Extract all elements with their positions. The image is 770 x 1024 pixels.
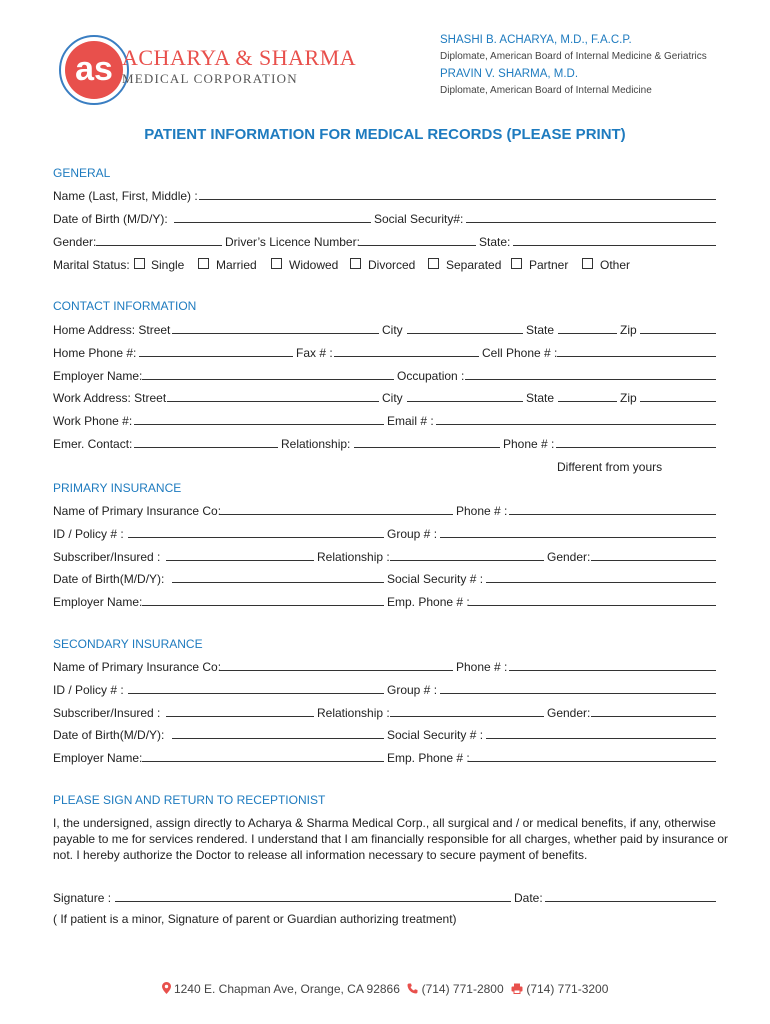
home-state-label: State	[526, 323, 555, 337]
page-title: PATIENT INFORMATION FOR MEDICAL RECORDS (PLEASE PRINT)	[144, 126, 626, 143]
cell-phone-label: Cell Phone # :	[482, 346, 558, 360]
footer-phone: (714) 771-2800	[421, 982, 504, 996]
assignment-text-line2: payable to me for services rendered. I understand that I am financially responsible for all charges, whether paid by insurance or	[53, 832, 729, 846]
primary-policy-label: ID / Policy # :	[53, 527, 124, 541]
employer-field[interactable]	[142, 379, 394, 380]
separated-label: Separated	[446, 258, 502, 272]
primary-emp-phone-label: Emp. Phone # :	[387, 595, 470, 609]
secondary-name-label: Name of Primary Insurance Co:	[53, 660, 222, 674]
primary-phone-label: Phone # :	[456, 504, 508, 518]
secondary-phone-field[interactable]	[509, 670, 716, 671]
general-heading: GENERAL	[53, 166, 111, 180]
employer-label: Employer Name:	[53, 369, 143, 383]
married-checkbox[interactable]	[198, 258, 209, 269]
secondary-emp-phone-field[interactable]	[468, 761, 716, 762]
signature-label: Signature :	[53, 891, 112, 905]
ssn-field[interactable]	[466, 222, 716, 223]
secondary-policy-field[interactable]	[128, 693, 384, 694]
minor-note: ( If patient is a minor, Signature of parent or Guardian authorizing treatment)	[53, 912, 457, 926]
primary-heading: PRIMARY INSURANCE	[53, 481, 182, 495]
assignment-text-line3: not. I hereby authorize the Doctor to release all information necessary to secure payment of benefits.	[53, 848, 588, 862]
primary-subscriber-label: Subscriber/Insured :	[53, 550, 161, 564]
dob-field[interactable]	[174, 222, 371, 223]
emer-contact-label: Emer. Contact:	[53, 437, 133, 451]
contact-heading: CONTACT INFORMATION	[53, 299, 197, 313]
fax-label: Fax # :	[296, 346, 333, 360]
secondary-relationship-label: Relationship :	[317, 706, 390, 720]
secondary-relationship-field[interactable]	[390, 716, 544, 717]
emer-phone-label: Phone # :	[503, 437, 555, 451]
sign-heading: PLEASE SIGN AND RETURN TO RECEPTIONIST	[53, 793, 326, 807]
divorced-label: Divorced	[368, 258, 416, 272]
emer-relationship-label: Relationship:	[281, 437, 351, 451]
home-street-field[interactable]	[172, 333, 379, 334]
email-label: Email # :	[387, 414, 434, 428]
svg-text:as: as	[75, 50, 113, 88]
work-city-field[interactable]	[407, 401, 523, 402]
ssn-label: Social Security#:	[374, 212, 464, 226]
occupation-label: Occupation :	[397, 369, 465, 383]
footer	[0, 982, 770, 996]
primary-name-field[interactable]	[220, 514, 453, 515]
doctor2-name: PRAVIN V. SHARMA, M.D.	[440, 68, 579, 80]
doctor1-credentials: Diplomate, American Board of Internal Medicine & Geriatrics	[440, 51, 707, 62]
home-zip-field[interactable]	[640, 333, 716, 334]
primary-group-label: Group # :	[387, 527, 438, 541]
state-field[interactable]	[513, 245, 716, 246]
location-pin-icon	[162, 982, 171, 994]
home-city-field[interactable]	[407, 333, 523, 334]
secondary-subscriber-label: Subscriber/Insured :	[53, 706, 161, 720]
gender-label: Gender:	[53, 235, 97, 249]
cell-phone-field[interactable]	[557, 356, 716, 357]
primary-ssn-field[interactable]	[486, 582, 716, 583]
work-state-label: State	[526, 391, 555, 405]
other-checkbox[interactable]	[582, 258, 593, 269]
email-field[interactable]	[436, 424, 716, 425]
secondary-subscriber-field[interactable]	[166, 716, 314, 717]
work-zip-label: Zip	[620, 391, 637, 405]
secondary-name-field[interactable]	[220, 670, 453, 671]
primary-gender-label: Gender:	[547, 550, 591, 564]
logo-mark-icon	[56, 32, 132, 108]
secondary-group-field[interactable]	[440, 693, 716, 694]
signature-field[interactable]	[115, 901, 511, 902]
logo-subtitle: MEDICAL CORPORATION	[122, 71, 298, 86]
primary-gender-field[interactable]	[591, 560, 716, 561]
secondary-emp-phone-label: Emp. Phone # :	[387, 751, 470, 765]
primary-emp-phone-field[interactable]	[468, 605, 716, 606]
work-street-field[interactable]	[167, 401, 379, 402]
home-zip-label: Zip	[620, 323, 637, 337]
secondary-ssn-field[interactable]	[486, 738, 716, 739]
secondary-gender-label: Gender:	[547, 706, 591, 720]
secondary-policy-label: ID / Policy # :	[53, 683, 124, 697]
work-street-label: Work Address: Street	[53, 391, 167, 405]
married-label: Married	[216, 258, 257, 272]
gender-field[interactable]	[96, 245, 222, 246]
occupation-field[interactable]	[465, 379, 716, 380]
home-city-label: City	[382, 323, 403, 337]
date-label: Date:	[514, 891, 543, 905]
primary-ssn-label: Social Security # :	[387, 572, 484, 586]
secondary-employer-label: Employer Name:	[53, 751, 143, 765]
secondary-dob-label: Date of Birth(M/D/Y):	[53, 728, 165, 742]
doctor1-name: SHASHI B. ACHARYA, M.D., F.A.C.P.	[440, 34, 632, 46]
primary-group-field[interactable]	[440, 537, 716, 538]
primary-phone-field[interactable]	[509, 514, 716, 515]
home-phone-field[interactable]	[139, 356, 293, 357]
marital-label: Marital Status:	[53, 258, 130, 272]
other-label: Other	[600, 258, 631, 272]
date-field[interactable]	[545, 901, 716, 902]
primary-policy-field[interactable]	[128, 537, 384, 538]
name-field[interactable]	[199, 199, 716, 200]
doctor2-credentials: Diplomate, American Board of Internal Medicine	[440, 85, 652, 96]
work-city-label: City	[382, 391, 403, 405]
logo-name: ACHARYA & SHARMA	[122, 45, 357, 70]
secondary-ssn-label: Social Security # :	[387, 728, 484, 742]
home-phone-label: Home Phone #:	[53, 346, 137, 360]
primary-dob-label: Date of Birth(M/D/Y):	[53, 572, 165, 586]
home-street-label: Home Address: Street	[53, 323, 171, 337]
footer-address: 1240 E. Chapman Ave, Orange, CA 92866	[173, 982, 400, 996]
emer-phone-field[interactable]	[556, 447, 716, 448]
primary-name-label: Name of Primary Insurance Co:	[53, 504, 222, 518]
widowed-checkbox[interactable]	[271, 258, 282, 269]
primary-subscriber-field[interactable]	[166, 560, 314, 561]
partner-checkbox[interactable]	[511, 258, 522, 269]
widowed-label: Widowed	[289, 258, 339, 272]
emer-contact-field[interactable]	[134, 447, 278, 448]
primary-relationship-label: Relationship :	[317, 550, 390, 564]
secondary-gender-field[interactable]	[591, 716, 716, 717]
work-phone-field[interactable]	[134, 424, 384, 425]
primary-employer-field[interactable]	[142, 605, 384, 606]
licence-field[interactable]	[358, 245, 476, 246]
single-checkbox[interactable]	[134, 258, 145, 269]
work-zip-field[interactable]	[640, 401, 716, 402]
assignment-text-line1: I, the undersigned, assign directly to Acharya & Sharma Medical Corp., all surgical and / or medical benefits, if any, otherwise	[53, 816, 716, 830]
fax-field[interactable]	[334, 356, 479, 357]
logo	[56, 32, 366, 108]
primary-dob-field[interactable]	[172, 582, 384, 583]
dob-label: Date of Birth (M/D/Y):	[53, 212, 168, 226]
single-label: Single	[151, 258, 185, 272]
partner-label: Partner	[529, 258, 569, 272]
primary-employer-label: Employer Name:	[53, 595, 143, 609]
secondary-employer-field[interactable]	[142, 761, 384, 762]
different-note: Different from yours	[557, 460, 663, 474]
home-state-field[interactable]	[558, 333, 617, 334]
work-state-field[interactable]	[558, 401, 617, 402]
secondary-heading: SECONDARY INSURANCE	[53, 637, 203, 651]
fax-icon	[511, 983, 523, 994]
work-phone-label: Work Phone #:	[53, 414, 133, 428]
emer-relationship-field[interactable]	[354, 447, 500, 448]
state-label: State:	[479, 235, 511, 249]
divorced-checkbox[interactable]	[350, 258, 361, 269]
secondary-phone-label: Phone # :	[456, 660, 508, 674]
primary-relationship-field[interactable]	[390, 560, 544, 561]
phone-icon	[407, 983, 418, 994]
secondary-dob-field[interactable]	[172, 738, 384, 739]
separated-checkbox[interactable]	[428, 258, 439, 269]
footer-fax: (714) 771-3200	[526, 982, 609, 996]
licence-label: Driver’s Licence Number:	[225, 235, 360, 249]
secondary-group-label: Group # :	[387, 683, 438, 697]
name-label: Name (Last, First, Middle) :	[53, 189, 198, 203]
